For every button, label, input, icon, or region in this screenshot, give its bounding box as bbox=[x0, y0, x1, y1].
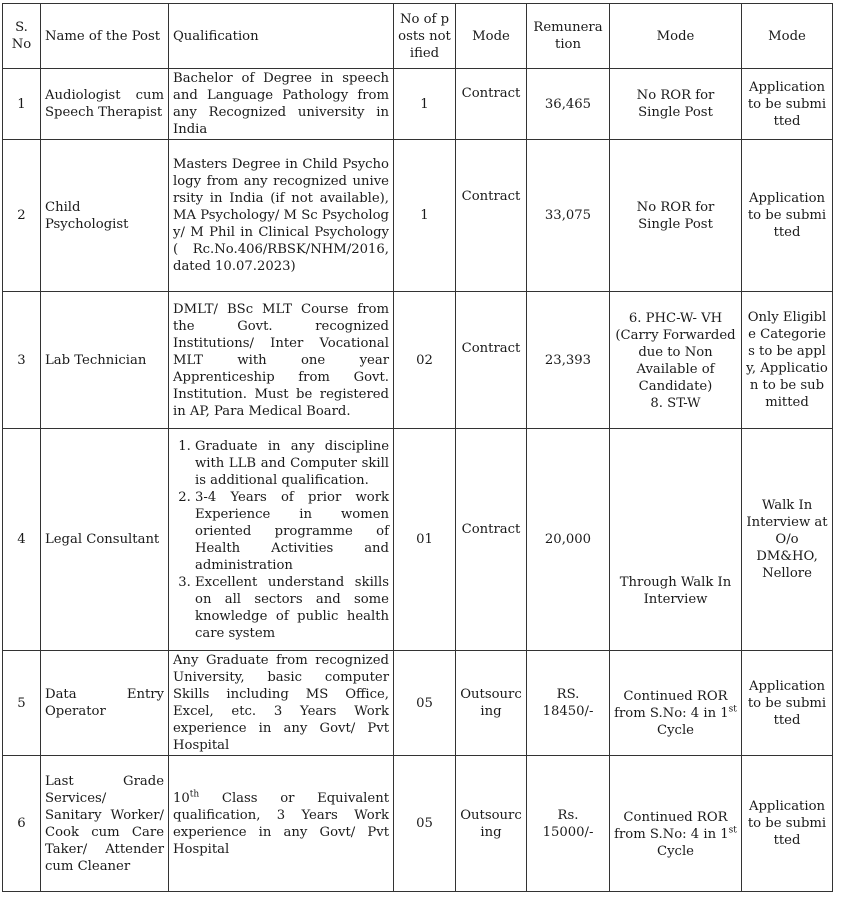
row-ror: Through Walk In Interview bbox=[610, 429, 742, 651]
ror-superscript: st bbox=[728, 704, 737, 715]
row-ror bbox=[610, 651, 742, 756]
row-remuneration: 33,075 bbox=[527, 140, 610, 292]
header-mode-2: Mode bbox=[610, 4, 742, 69]
row-mode: Contract bbox=[456, 140, 527, 292]
ror-text: Continued ROR from S.No: 4 in 1 bbox=[614, 689, 729, 721]
row-post-name: Child Psychologist bbox=[41, 140, 169, 292]
header-mode-3: Mode bbox=[742, 4, 833, 69]
table-row bbox=[3, 292, 833, 429]
header-mode-1: Mode bbox=[456, 4, 527, 69]
table-row bbox=[3, 140, 833, 292]
row-application-mode: Application to be submitted bbox=[742, 140, 833, 292]
header-qualification: Qualification bbox=[169, 4, 394, 69]
row-posts: 05 bbox=[394, 651, 456, 756]
row-mode: Contract bbox=[456, 429, 527, 651]
row-posts: 1 bbox=[394, 140, 456, 292]
header-row bbox=[3, 4, 833, 69]
row-sno: 1 bbox=[3, 69, 41, 140]
row-ror bbox=[610, 756, 742, 892]
table-row bbox=[3, 429, 833, 651]
row-mode: Outsourcing bbox=[456, 651, 527, 756]
row-application-mode: Application to be submitted bbox=[742, 69, 833, 140]
table-row bbox=[3, 69, 833, 140]
ror-line: 6. PHC-W- VH (Carry Forwarded due to Non Available of Candidate) bbox=[615, 311, 736, 394]
row-application-mode: Application to be submitted bbox=[742, 651, 833, 756]
row-post-name: Lab Technician bbox=[41, 292, 169, 429]
row-sno: 4 bbox=[3, 429, 41, 651]
row-qualification bbox=[169, 429, 394, 651]
row-sno: 2 bbox=[3, 140, 41, 292]
row-sno: 6 bbox=[3, 756, 41, 892]
recruitment-table bbox=[2, 3, 833, 892]
ror-line: 8. ST-W bbox=[650, 396, 701, 411]
list-item: 1. Graduate in any discipline with LLB and Computer skill is additional qualification. bbox=[195, 438, 389, 489]
row-qualification: Masters Degree in Child Psychology from any recognized university in India (if not available), MA Psychology/ M Sc Psychology/ M Phil in Clinical Psychology ( Rc.No.406/RBSK/NHM/2016, dated 10.07.2023) bbox=[169, 140, 394, 292]
qualification-superscript: th bbox=[189, 789, 200, 800]
row-remuneration: 36,465 bbox=[527, 69, 610, 140]
header-name: Name of the Post bbox=[41, 4, 169, 69]
row-mode: Outsourcing bbox=[456, 756, 527, 892]
row-ror bbox=[610, 292, 742, 429]
row-post-name: Audiologist cum Speech Therapist bbox=[41, 69, 169, 140]
row-remuneration: 20,000 bbox=[527, 429, 610, 651]
row-remuneration: RS. 18450/- bbox=[527, 651, 610, 756]
ror-text-end: Cycle bbox=[657, 723, 694, 738]
row-posts: 02 bbox=[394, 292, 456, 429]
row-posts: 01 bbox=[394, 429, 456, 651]
qualification-text-end: Class or Equivalent qualification, 3 Years Work experience in any Govt/ Pvt Hospital bbox=[173, 790, 389, 857]
row-qualification: Any Graduate from recognized University, basic computer Skills including MS Office, Excel, etc. 3 Years Work experience in any Govt/ Pvt Hospital bbox=[169, 651, 394, 756]
ror-text-end: Cycle bbox=[657, 843, 694, 859]
row-remuneration: 23,393 bbox=[527, 292, 610, 429]
row-post-name: Legal Consultant bbox=[41, 429, 169, 651]
row-qualification: Bachelor of Degree in speech and Language Pathology from any Recognized university in India bbox=[169, 69, 394, 140]
ror-superscript: st bbox=[728, 825, 737, 836]
table-row bbox=[3, 756, 833, 892]
row-qualification: DMLT/ BSc MLT Course from the Govt. recognized Institutions/ Inter Vocational MLT with one year Apprenticeship from Govt. Institution. Must be registered in AP, Para Medical Board. bbox=[169, 292, 394, 429]
row-application-mode: Walk In Interview at O/o DM&HO, Nellore bbox=[742, 429, 833, 651]
row-sno: 5 bbox=[3, 651, 41, 756]
row-ror: No ROR for Single Post bbox=[610, 69, 742, 140]
list-item: 3. Excellent understand skills on all sectors and some knowledge of public health care system bbox=[195, 574, 389, 642]
header-sno: S. No bbox=[3, 4, 41, 69]
row-post-name: Data Entry Operator bbox=[41, 651, 169, 756]
row-qualification bbox=[169, 756, 394, 892]
row-remuneration: Rs. 15000/- bbox=[527, 756, 610, 892]
row-mode: Contract bbox=[456, 69, 527, 140]
row-sno: 3 bbox=[3, 292, 41, 429]
row-posts: 1 bbox=[394, 69, 456, 140]
row-post-name: Last Grade Services/ Sanitary Worker/ Cook cum Care Taker/ Attender cum Cleaner bbox=[41, 756, 169, 892]
header-remuneration: Remuneration bbox=[527, 4, 610, 69]
table-row bbox=[3, 651, 833, 756]
ror-text: Continued ROR from S.No: 4 in 1 bbox=[614, 809, 729, 842]
row-posts: 05 bbox=[394, 756, 456, 892]
row-application-mode: Application to be submitted bbox=[742, 756, 833, 892]
list-item: 2. 3-4 Years of prior work Experience in women oriented programme of Health Activities and administration bbox=[195, 489, 389, 574]
qualification-list bbox=[173, 438, 389, 642]
header-posts: No of posts notified bbox=[394, 4, 456, 69]
row-ror: No ROR for Single Post bbox=[610, 140, 742, 292]
row-application-mode: Only Eligible Categories to be apply, Application to be submitted bbox=[742, 292, 833, 429]
row-mode: Contract bbox=[456, 292, 527, 429]
qualification-text: 10 bbox=[173, 790, 190, 806]
